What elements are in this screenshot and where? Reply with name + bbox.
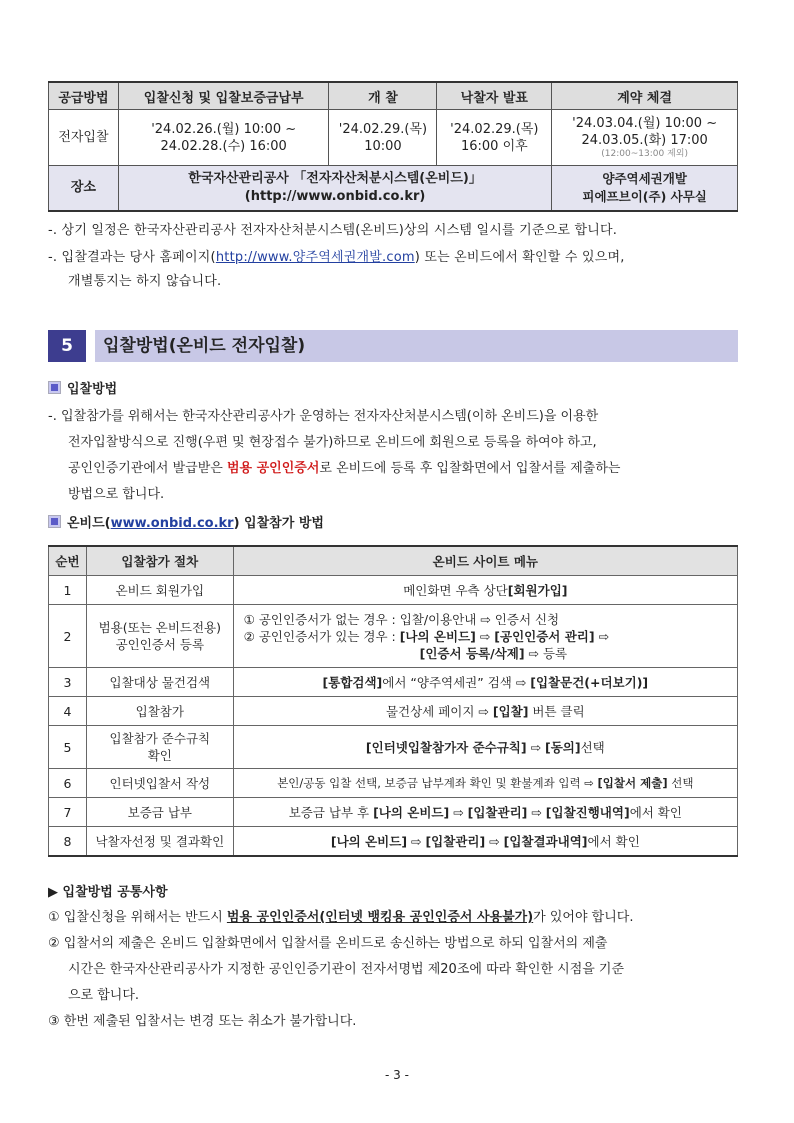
cell-apply: '24.02.26.(월) 10:00 ~ 24.02.28.(수) 16:00 [118,110,329,166]
cell-place-label: 장소 [49,166,119,212]
certificate-requirement: 범용 공인인증서(인터넷 뱅킹용 공인인증서 사용불가) [226,910,534,925]
header-no: 순번 [49,546,87,576]
square-bullet-icon [48,515,61,528]
header-apply: 입찰신청 및 입찰보증금납부 [118,82,329,110]
contract-note: (12:00~13:00 제외) [601,149,688,159]
table-row: 6 인터넷입찰서 작성 본인/공동 입찰 선택, 보증금 납부계좌 확인 및 환불계좌 입력 ⇨ [입찰서 제출] 선택 [49,769,738,798]
onbid-link[interactable]: www.onbid.co.kr [110,516,234,531]
method-heading: 입찰방법 [48,381,117,399]
cell-announce: '24.02.29.(목) 16:00 이후 [437,110,552,166]
table-row: 8 낙찰자선정 및 결과확인 [나의 온비드] ⇨ [입찰관리] ⇨ [입찰결과내역]에서 확인 [49,827,738,857]
cell-place: 한국자산관리공사 「전자자산처분시스템(온비드)」 (http://www.onbid.co.kr) [118,166,551,212]
common-list: ① 입찰신청을 위해서는 반드시 범용 공인인증서(인터넷 뱅킹용 공인인증서 사용불가)가 있어야 합니다. ② 입찰서의 제출은 온비드 입찰화면에서 입찰서를 온비드로 송신하는 방법으로 하되 입찰서의 제출 시간은 한국자산관리공사가 지정한 공인인증기관이 전자서명법 제20조에 따라 확인한 시점을 기준 으로 합니다. ③ 한번 제출된 입찰서는 변경 또는 취소가 불가합니다. [48,910,634,1029]
steps-table [48,545,738,857]
table-row: 3 입찰대상 물건검색 [통합검색]에서 “양주역세권” 검색 ⇨ [입찰문건(+더보기)] [49,668,738,697]
cell-contract: '24.03.04.(월) 10:00 ~ 24.03.05.(화) 17:00 (12:00~13:00 제외) [552,110,738,166]
header-menu: 온비드 사이트 메뉴 [233,546,737,576]
header-open: 개 찰 [329,82,437,110]
square-bullet-icon [48,381,61,394]
header-method: 공급방법 [49,82,119,110]
onbid-url: (http://www.onbid.co.kr) [244,189,426,204]
schedule-table [48,81,738,212]
cell-method: 전자입찰 [49,110,119,166]
onbid-heading: 온비드(www.onbid.co.kr) 입찰참가 방법 [48,515,324,533]
note-2: -. 입찰결과는 당사 홈페이지(http://www.양주역세권개발.com) 또는 온비드에서 확인할 수 있으며, 개별통지는 하지 않습니다. [48,250,625,289]
header-announce: 낙찰자 발표 [437,82,552,110]
table-row: 2 범용(또는 온비드전용) 공인인증서 등록 ① 공인인증서가 없는 경우 : 입찰/이용안내 ⇨ 인증서 신청 ② 공인인증서가 있는 경우 : [나의 온비드] ⇨ [공인인증서 관리] ⇨ [인증서 등록/삭제] ⇨ 등록 [49,605,738,668]
homepage-link[interactable]: http://www.양주역세권개발.com [215,250,415,265]
cell-office: 양주역세권개발 피에프브이(주) 사무실 [552,166,738,212]
common-heading: ▶ 입찰방법 공통사항 [48,885,168,900]
note-1: -. 상기 일정은 한국자산관리공사 전자자산처분시스템(온비드)상의 시스템 일시를 기준으로 합니다. [48,223,618,238]
section-number: 5 [48,330,86,362]
table-row: 7 보증금 납부 보증금 납부 후 [나의 온비드] ⇨ [입찰관리] ⇨ [입찰진행내역]에서 확인 [49,798,738,827]
table-row: 4 입찰참가 물건상세 페이지 ⇨ [입찰] 버튼 클릭 [49,697,738,726]
table-row: 5 입찰참가 준수규칙 확인 [인터넷입찰참가자 준수규칙] ⇨ [동의]선택 [49,726,738,769]
method-paragraph: -. 입찰참가를 위해서는 한국자산관리공사가 운영하는 전자자산처분시스템(이하 온비드)을 이용한 전자입찰방식으로 진행(우편 및 현장접수 불가)하므로 온비드에 회원으로 등록을 하여야 하고, 공인인증기관에서 발급받은 범용 공인인증서로 온비드에 등록 후 입찰화면에서 입찰서를 제출하는 방법으로 합니다. [48,409,621,502]
cell-open: '24.02.29.(목) 10:00 [329,110,437,166]
header-contract: 계약 체결 [552,82,738,110]
header-step: 입찰참가 절차 [86,546,233,576]
certificate-highlight: 범용 공인인증서 [226,461,320,476]
table-row: 1 온비드 회원가입 메인화면 우측 상단[회원가입] [49,576,738,605]
page-number: - 3 - [385,1068,409,1082]
section-title: 입찰방법(온비드 전자입찰) [95,330,738,362]
